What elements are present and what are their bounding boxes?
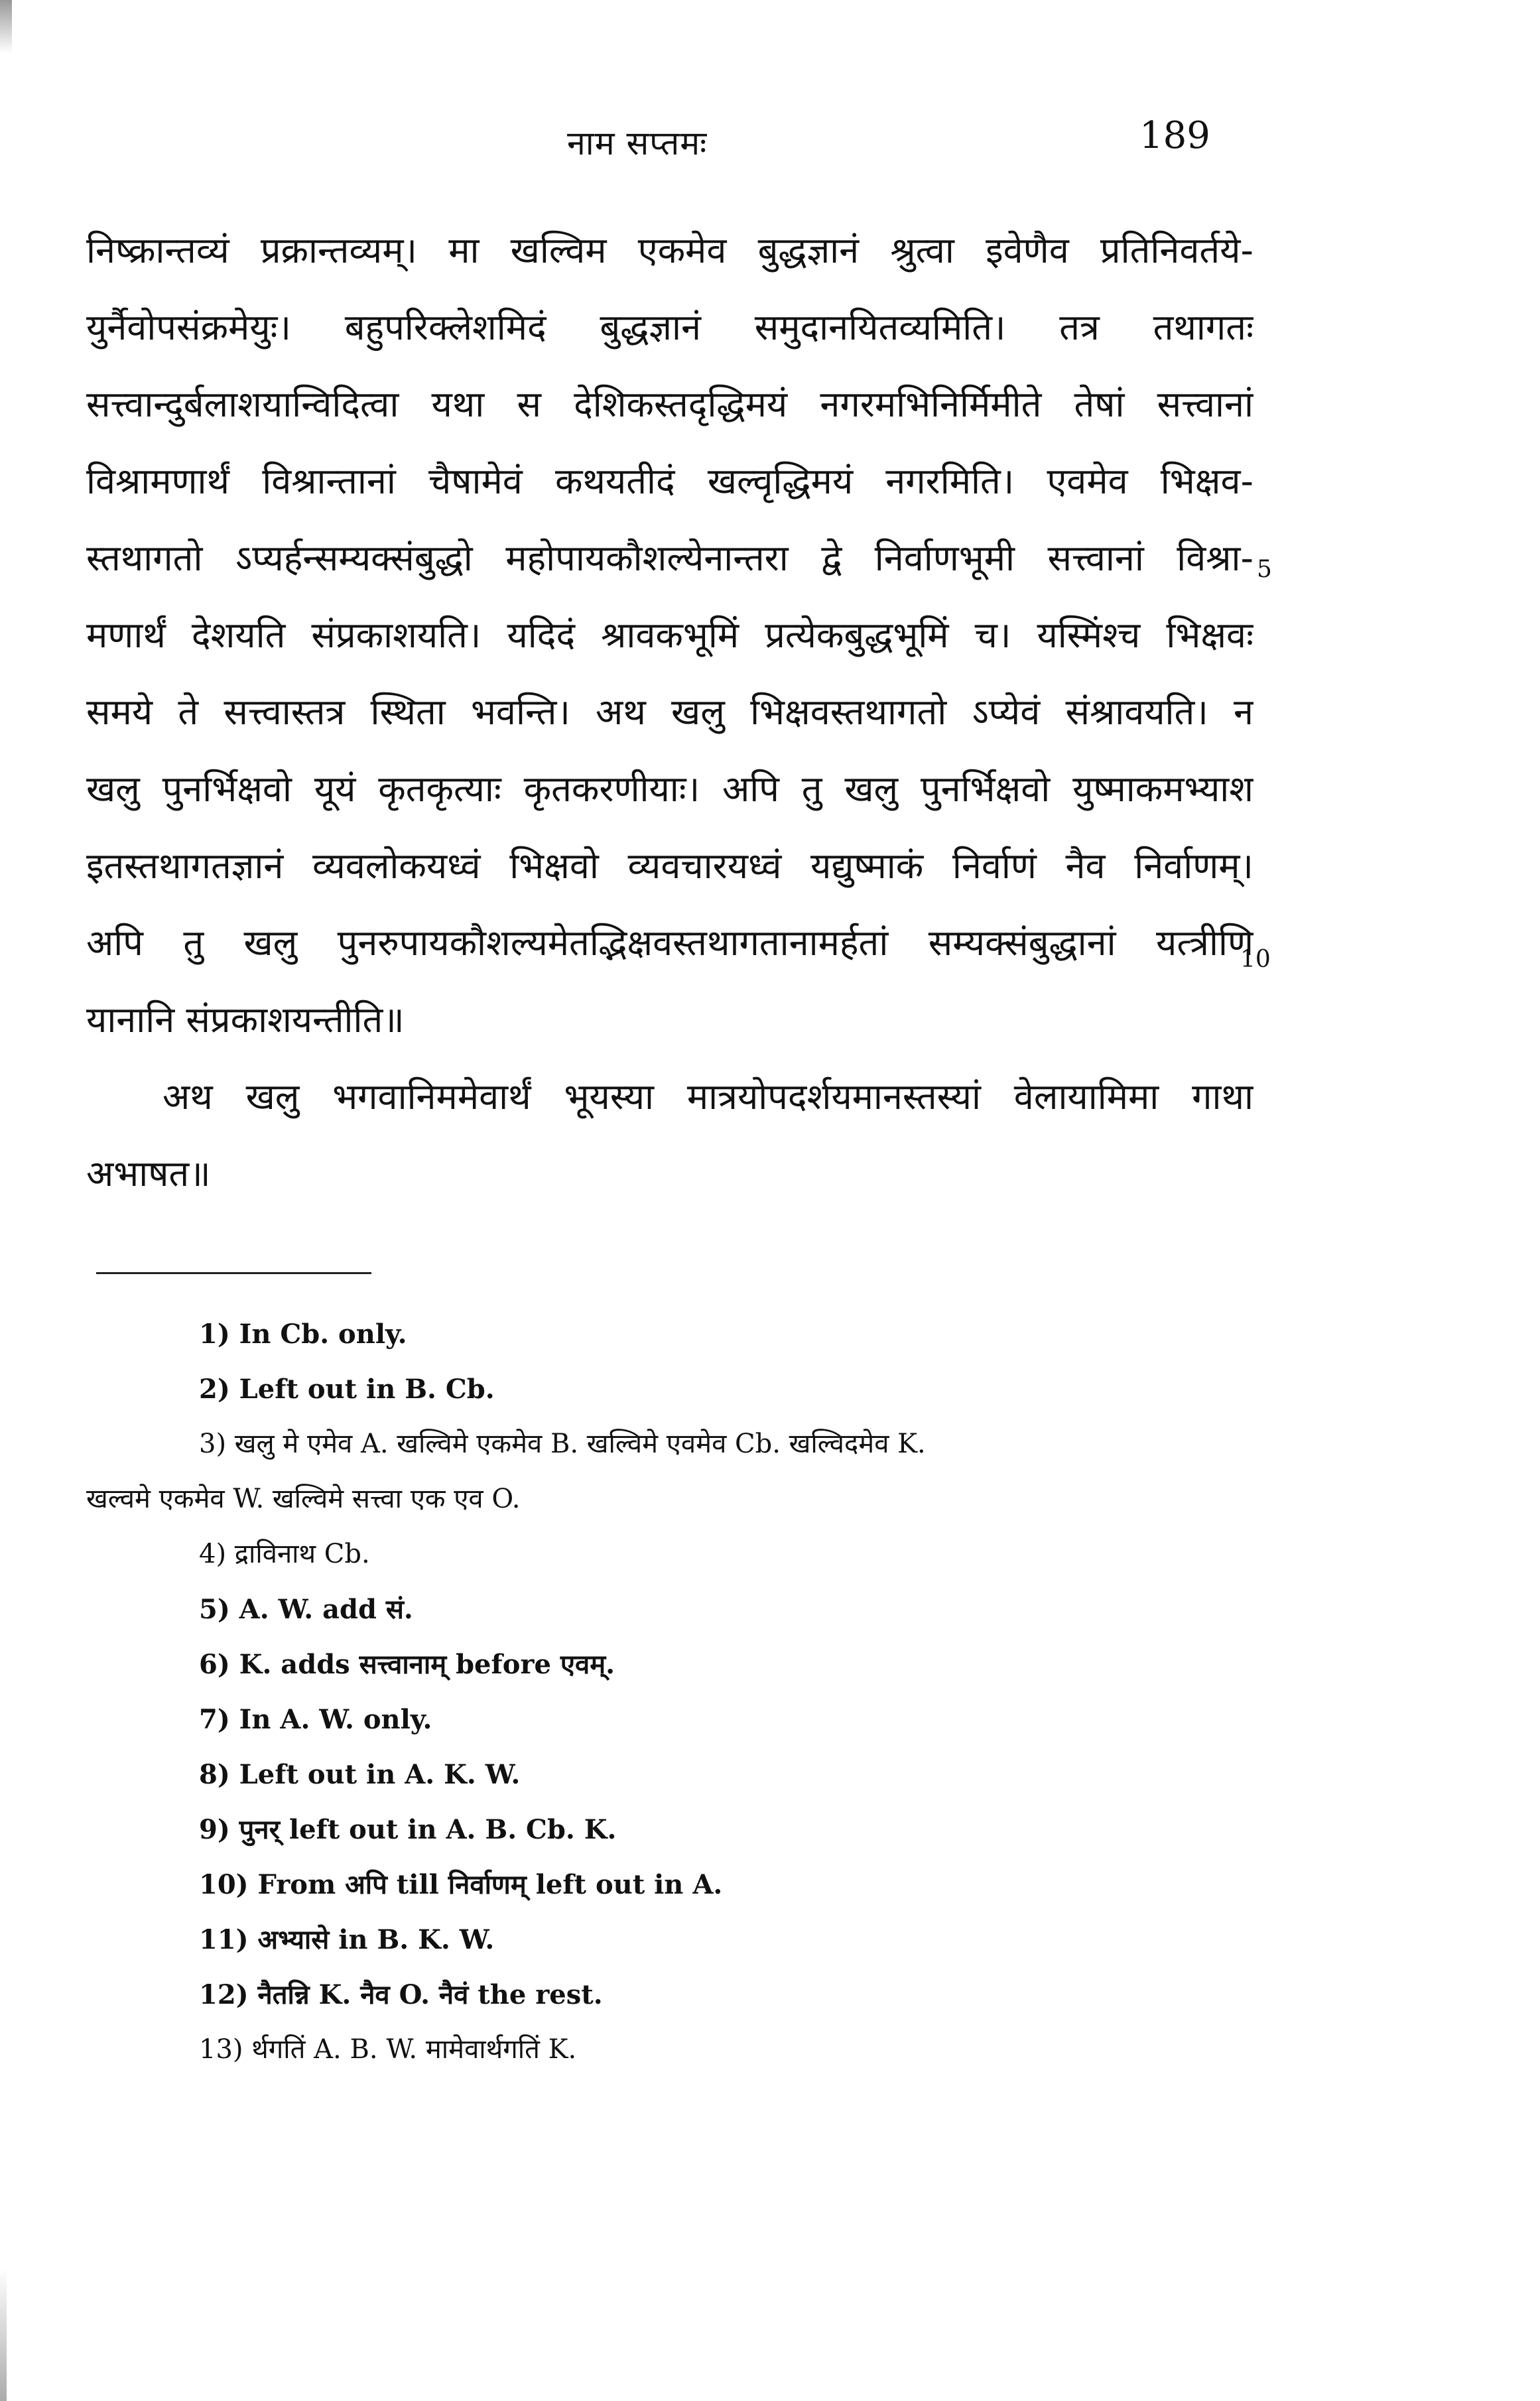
text-line: युर्नैवोपसंक्रमेयुः। बहुपरिक्लेशमिदं बुद्धज्ञानं समुदानयितव्यमिति। तत्र तथागतः: [86, 306, 1253, 348]
text-line: यानानि संप्रकाशयन्तीति॥: [86, 999, 405, 1041]
footnote: 9) पुनर् left out in A. B. Cb. K.: [199, 1814, 617, 1845]
footnote-continuation: खल्वमे एकमेव W. खल्विमे सत्त्वा एक एव O.: [86, 1484, 521, 1514]
text-line: विश्रामणार्थं विश्रान्तानां चैषामेवं कथयतीदं खल्वृद्धिमयं नगरमिति। एवमेव भिक्षव-: [86, 460, 1253, 502]
margin-line-number: 5: [1257, 556, 1272, 583]
page-edge-mark: [0, 0, 12, 53]
text-line: इतस्तथागतज्ञानं व्यवलोकयध्वं भिक्षवो व्यवचारयध्वं यद्युष्माकं निर्वाणं नैव निर्वाणम्।: [86, 845, 1253, 887]
footnotes: [86, 1307, 1260, 2077]
footnote: 4) द्राविनाथ Cb.: [199, 1539, 370, 1569]
footnote: 1) In Cb. only.: [199, 1319, 407, 1350]
footnote: 10) From अपि till निर्वाणम् left out in A.: [199, 1869, 723, 1900]
text-line: स्तथागतो ऽप्यर्हन्सम्यक्संबुद्धो महोपायकौशल्येनान्तरा द्वे निर्वाणभूमी सत्त्वानां विश्रा-: [86, 537, 1253, 579]
text-line: अथ खलु भगवानिममेवार्थं भूयस्या मात्रयोपदर्शयमानस्तस्यां वेलायामिमा गाथा: [162, 1076, 1253, 1118]
text-line: निष्क्रान्तव्यं प्रक्रान्तव्यम्। मा खल्विम एकमेव बुद्धज्ञानं श्रुत्वा इवेणैव प्रतिनिवर्तये-: [86, 229, 1253, 271]
text-line: खलु पुनर्भिक्षवो यूयं कृतकृत्याः कृतकरणीयाः। अपि तु खलु पुनर्भिक्षवो युष्माकमभ्याश: [86, 768, 1253, 810]
footnote: 3) खलु मे एमेव A. खल्विमे एकमेव B. खल्विमे एवमेव Cb. खल्विदमेव K.: [199, 1429, 926, 1459]
footnote: 12) नैतन्नि K. नैव O. नैवं the rest.: [199, 1979, 603, 2010]
footnote: 6) K. adds सत्त्वानाम् before एवम्.: [199, 1649, 615, 1680]
text-line: मणार्थं देशयति संप्रकाशयति। यदिदं श्रावकभूमिं प्रत्येकबुद्धभूमिं च। यस्मिंश्च भिक्षवः: [86, 614, 1253, 656]
margin-line-number: 10: [1240, 946, 1271, 973]
text-line: सत्त्वान्दुर्बलाशयान्विदित्वा यथा स देशिकस्तदृद्धिमयं नगरमभिनिर्मिमीते तेषां सत्त्वानां: [86, 383, 1253, 425]
page-number: 189: [1139, 114, 1210, 157]
footnote: 8) Left out in A. K. W.: [199, 1759, 521, 1790]
footnote: 13) र्थगतिं A. B. W. मामेवार्थगतिं K.: [199, 2034, 577, 2065]
footnote: 11) अभ्यासे in B. K. W.: [199, 1924, 495, 1955]
footnote: 5) A. W. add सं.: [199, 1594, 413, 1625]
page-edge-mark-bottom: [0, 2268, 7, 2401]
text-line: अपि तु खलु पुनरुपायकौशल्यमेतद्भिक्षवस्तथागतानामर्हतां सम्यक्संबुद्धानां यत्त्रीणि: [86, 922, 1253, 964]
running-head: नाम सप्तमः: [567, 124, 708, 162]
text-line: अभाषत॥: [86, 1153, 211, 1195]
text-line: समये ते सत्त्वास्तत्र स्थिता भवन्ति। अथ खलु भिक्षवस्तथागतो ऽप्येवं संश्रावयति। न: [86, 691, 1253, 733]
footnote: 7) In A. W. only.: [199, 1704, 432, 1735]
footnote: 2) Left out in B. Cb.: [199, 1374, 495, 1405]
footnote-rule: [96, 1272, 371, 1274]
main-text-block: [86, 212, 1253, 1212]
